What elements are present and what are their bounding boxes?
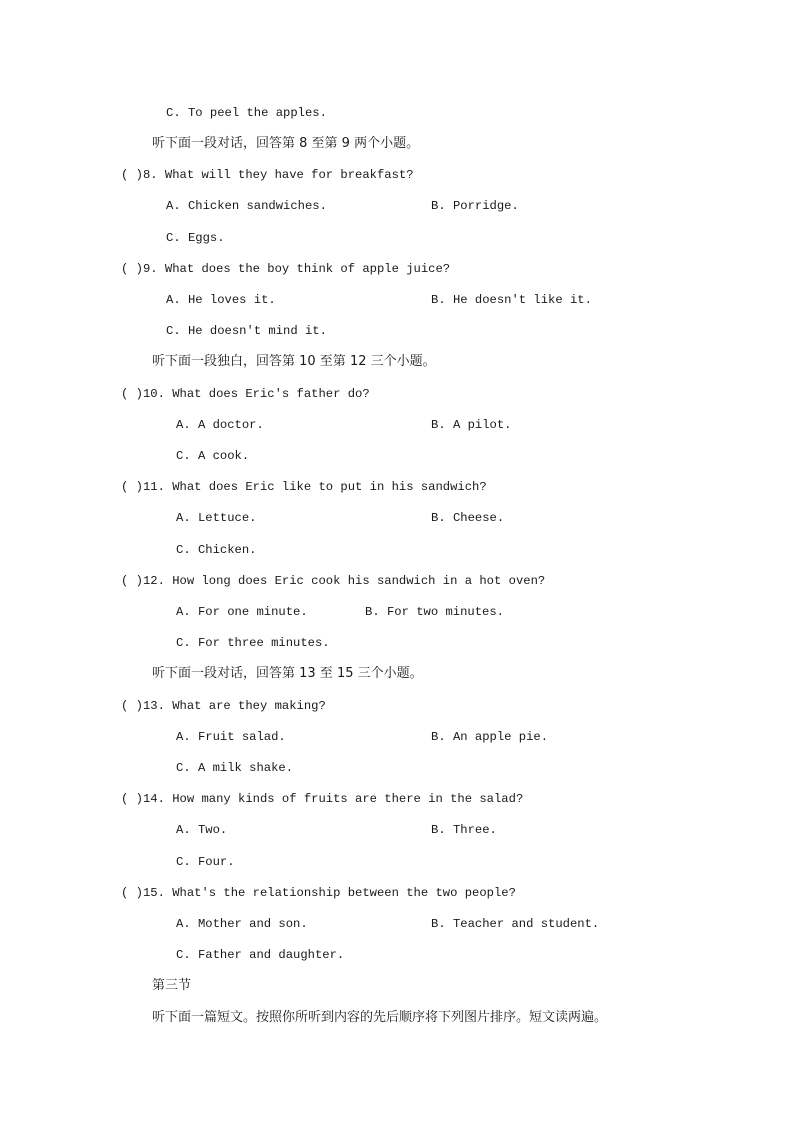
q14-option-b: B. Three. [431,823,497,837]
q10-option-b: B. A pilot. [431,418,512,432]
q14-stem: ( )14. How many kinds of fruits are there in the salad? [121,792,524,806]
instruction-q10-12: 听下面一段独白，回答第 10 至第 12 三个小题。 [152,354,436,369]
instruction-q8-9: 听下面一段对话，回答第 8 至第 9 两个小题。 [152,136,420,151]
q14-option-c: C. Four. [176,855,235,869]
q10-stem: ( )10. What does Eric's father do? [121,387,370,401]
q9-option-c: C. He doesn't mind it. [166,324,327,338]
q15-option-c: C. Father and daughter. [176,948,345,962]
q11-option-b: B. Cheese. [431,511,505,525]
q8-option-c: C. Eggs. [166,231,225,245]
q15-stem: ( )15. What's the relationship between the two people? [121,886,516,900]
section3-title: 第三节 [152,978,192,993]
q7-option-c: C. To peel the apples. [166,106,327,120]
q12-option-b: B. For two minutes. [365,605,504,619]
q13-option-c: C. A milk shake. [176,761,294,775]
q13-stem: ( )13. What are they making? [121,699,326,713]
q15-option-a: A. Mother and son. [176,917,308,931]
q10-option-c: C. A cook. [176,449,250,463]
q12-option-c: C. For three minutes. [176,636,330,650]
q11-option-a: A. Lettuce. [176,511,257,525]
q8-stem: ( )8. What will they have for breakfast? [121,168,414,182]
q13-option-a: A. Fruit salad. [176,730,286,744]
q9-stem: ( )9. What does the boy think of apple juice? [121,262,451,276]
instruction-q13-15: 听下面一段对话，回答第 13 至 15 三个小题。 [152,666,423,681]
q8-option-b: B. Porridge. [431,199,519,213]
q9-option-b: B. He doesn't like it. [431,293,592,307]
q11-option-c: C. Chicken. [176,543,257,557]
q13-option-b: B. An apple pie. [431,730,549,744]
q8-option-a: A. Chicken sandwiches. [166,199,327,213]
q10-option-a: A. A doctor. [176,418,264,432]
q12-stem: ( )12. How long does Eric cook his sandwich in a hot oven? [121,574,546,588]
q14-option-a: A. Two. [176,823,228,837]
section3-instruction: 听下面一篇短文。按照你所听到内容的先后顺序将下列图片排序。短文读两遍。 [152,1010,608,1025]
q11-stem: ( )11. What does Eric like to put in his sandwich? [121,480,487,494]
q9-option-a: A. He loves it. [166,293,276,307]
q15-option-b: B. Teacher and student. [431,917,600,931]
q12-option-a: A. For one minute. [176,605,308,619]
